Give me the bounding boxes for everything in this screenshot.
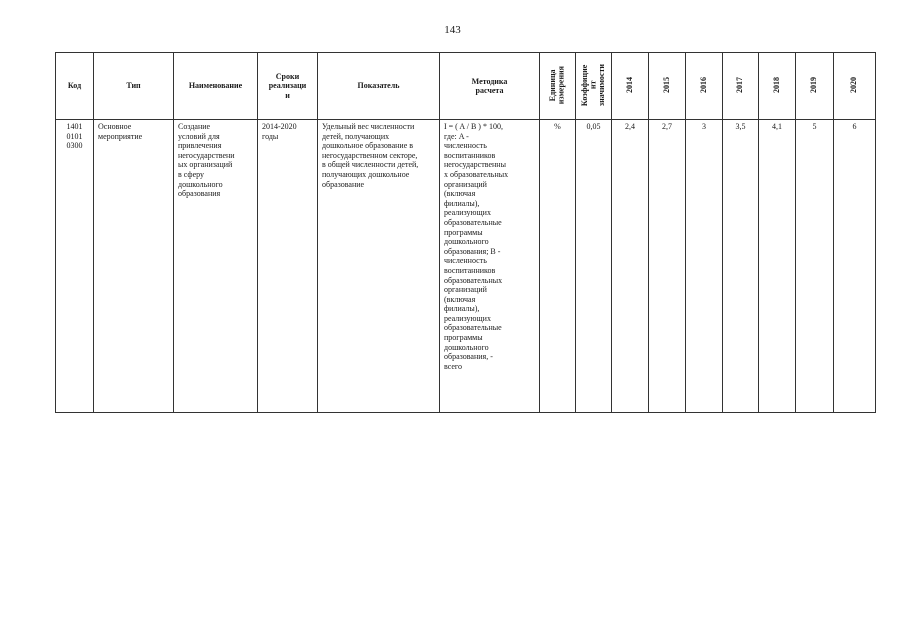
cell-method: I = ( A / B ) * 100, где: A - численность воспитанников негосударственны х образовательных организаций (включая филиалы), реализующих образовательные программы дошкольного образования; B - численность воспитанников образовательных организаций (включая филиалы), реализующих образовательные программы дошкольного образования, - всего <box>440 120 540 413</box>
cell-period: 2014-2020 годы <box>258 120 318 413</box>
header-year-label: 2017 <box>735 76 745 93</box>
cell-value-2017: 3,5 <box>723 120 759 413</box>
table-row <box>56 120 876 413</box>
header-unit <box>540 53 576 120</box>
header-year-2014 <box>612 53 649 120</box>
header-indicator: Показатель <box>318 53 440 120</box>
cell-value-2019: 5 <box>796 120 834 413</box>
header-unit-label: Единица измерения <box>548 65 566 105</box>
header-code: Код <box>56 53 94 120</box>
header-year-label: 2020 <box>849 76 859 93</box>
header-type: Тип <box>94 53 174 120</box>
cell-unit: % <box>540 120 576 413</box>
header-name: Наименование <box>174 53 258 120</box>
header-year-label: 2018 <box>771 76 781 93</box>
header-coef <box>576 53 612 120</box>
header-row <box>56 53 876 120</box>
header-year-2018 <box>759 53 796 120</box>
cell-value-2015: 2,7 <box>649 120 686 413</box>
cell-coef: 0,05 <box>576 120 612 413</box>
cell-value-2016: 3 <box>686 120 723 413</box>
indicator-table <box>55 52 876 413</box>
cell-code: 1401 0101 0300 <box>56 120 94 413</box>
header-year-2020 <box>834 53 876 120</box>
header-year-2015 <box>649 53 686 120</box>
header-period: Сроки реализаци и <box>258 53 318 120</box>
cell-value-2020: 6 <box>834 120 876 413</box>
cell-type: Основное мероприятие <box>94 120 174 413</box>
header-year-2017 <box>723 53 759 120</box>
cell-value-2014: 2,4 <box>612 120 649 413</box>
header-method: Методика расчета <box>440 53 540 120</box>
header-year-2016 <box>686 53 723 120</box>
header-year-label: 2019 <box>809 76 819 93</box>
header-year-2019 <box>796 53 834 120</box>
header-year-label: 2014 <box>624 76 634 93</box>
header-coef-label: Коэффицие нт значимости <box>579 63 606 106</box>
header-year-label: 2015 <box>661 76 671 93</box>
cell-value-2018: 4,1 <box>759 120 796 413</box>
cell-name: Создание условий для привлечения негосударствени ых организаций в сферу дошкольного образования <box>174 120 258 413</box>
cell-indicator: Удельный вес численности детей, получающих дошкольное образование в негосударственном секторе, в общей численности детей, получающих дошкольное образование <box>318 120 440 413</box>
header-year-label: 2016 <box>698 76 708 93</box>
page-number: 143 <box>444 24 461 36</box>
